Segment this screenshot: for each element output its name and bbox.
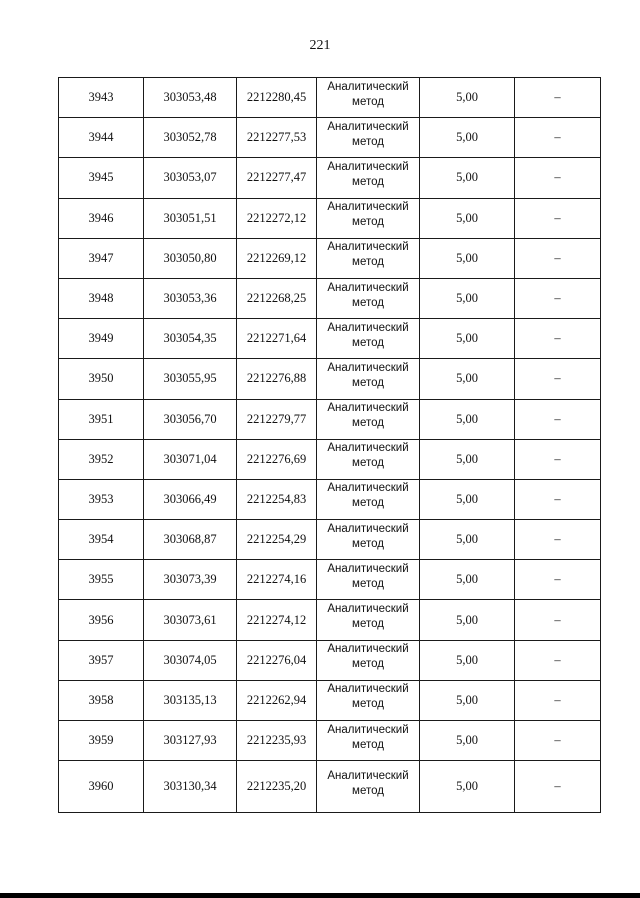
y-coordinate-cell: 2212277,53 — [237, 118, 317, 158]
scan-edge — [0, 893, 640, 898]
method-line-1: Аналитический — [327, 683, 409, 696]
method-cell — [317, 680, 420, 720]
y-coordinate-cell: 2212276,69 — [237, 439, 317, 479]
page-number: 221 — [309, 38, 331, 53]
x-coordinate-cell: 303055,95 — [144, 359, 237, 399]
table-row — [59, 319, 601, 359]
note-cell: – — [515, 78, 601, 118]
method-cell — [317, 78, 420, 118]
accuracy-cell: 5,00 — [420, 761, 515, 813]
method-line-1: Аналитический — [327, 201, 409, 214]
method-line-2: метод — [352, 658, 384, 671]
note-cell: – — [515, 359, 601, 399]
method-cell — [317, 479, 420, 519]
method-cell — [317, 278, 420, 318]
note-cell: – — [515, 680, 601, 720]
x-coordinate-cell: 303073,39 — [144, 560, 237, 600]
table-row — [59, 118, 601, 158]
accuracy-cell: 5,00 — [420, 359, 515, 399]
x-coordinate-cell: 303127,93 — [144, 721, 237, 761]
point-number-cell: 3959 — [59, 721, 144, 761]
method-line-2: метод — [352, 457, 384, 470]
note-cell: – — [515, 399, 601, 439]
method-line-2: метод — [352, 698, 384, 711]
method-line-1: Аналитический — [327, 482, 409, 495]
note-cell: – — [515, 721, 601, 761]
note-cell: – — [515, 198, 601, 238]
table-row — [59, 399, 601, 439]
note-cell: – — [515, 118, 601, 158]
table-row — [59, 158, 601, 198]
point-number-cell: 3952 — [59, 439, 144, 479]
method-line-2: метод — [352, 784, 384, 797]
table-row — [59, 278, 601, 318]
method-line-2: метод — [352, 296, 384, 309]
method-line-2: метод — [352, 95, 384, 108]
note-cell: – — [515, 158, 601, 198]
method-cell — [317, 319, 420, 359]
method-line-1: Аналитический — [327, 562, 409, 575]
y-coordinate-cell: 2212235,93 — [237, 721, 317, 761]
x-coordinate-cell: 303130,34 — [144, 761, 237, 813]
point-number-cell: 3943 — [59, 78, 144, 118]
table-row — [59, 640, 601, 680]
point-number-cell: 3956 — [59, 600, 144, 640]
accuracy-cell: 5,00 — [420, 479, 515, 519]
x-coordinate-cell: 303051,51 — [144, 198, 237, 238]
method-line-1: Аналитический — [327, 361, 409, 374]
method-cell — [317, 198, 420, 238]
note-cell: – — [515, 278, 601, 318]
accuracy-cell: 5,00 — [420, 560, 515, 600]
x-coordinate-cell: 303053,07 — [144, 158, 237, 198]
x-coordinate-cell: 303056,70 — [144, 399, 237, 439]
table-row — [59, 439, 601, 479]
method-cell — [317, 399, 420, 439]
accuracy-cell: 5,00 — [420, 680, 515, 720]
method-cell — [317, 761, 420, 813]
method-line-2: метод — [352, 497, 384, 510]
y-coordinate-cell: 2212274,16 — [237, 560, 317, 600]
x-coordinate-cell: 303053,48 — [144, 78, 237, 118]
method-cell — [317, 640, 420, 680]
accuracy-cell: 5,00 — [420, 158, 515, 198]
y-coordinate-cell: 2212280,45 — [237, 78, 317, 118]
y-coordinate-cell: 2212268,25 — [237, 278, 317, 318]
x-coordinate-cell: 303073,61 — [144, 600, 237, 640]
note-cell: – — [515, 600, 601, 640]
point-number-cell: 3951 — [59, 399, 144, 439]
x-coordinate-cell: 303052,78 — [144, 118, 237, 158]
note-cell: – — [515, 439, 601, 479]
x-coordinate-cell: 303054,35 — [144, 319, 237, 359]
method-line-1: Аналитический — [327, 321, 409, 334]
x-coordinate-cell: 303068,87 — [144, 520, 237, 560]
coordinates-table — [58, 77, 601, 813]
y-coordinate-cell: 2212279,77 — [237, 399, 317, 439]
method-cell — [317, 600, 420, 640]
accuracy-cell: 5,00 — [420, 278, 515, 318]
note-cell: – — [515, 761, 601, 813]
accuracy-cell: 5,00 — [420, 118, 515, 158]
method-line-2: метод — [352, 618, 384, 631]
table-row — [59, 560, 601, 600]
method-line-1: Аналитический — [327, 522, 409, 535]
accuracy-cell: 5,00 — [420, 399, 515, 439]
accuracy-cell: 5,00 — [420, 439, 515, 479]
x-coordinate-cell: 303071,04 — [144, 439, 237, 479]
x-coordinate-cell: 303066,49 — [144, 479, 237, 519]
y-coordinate-cell: 2212269,12 — [237, 238, 317, 278]
accuracy-cell: 5,00 — [420, 640, 515, 680]
y-coordinate-cell: 2212235,20 — [237, 761, 317, 813]
table-row — [59, 761, 601, 813]
accuracy-cell: 5,00 — [420, 78, 515, 118]
y-coordinate-cell: 2212262,94 — [237, 680, 317, 720]
point-number-cell: 3958 — [59, 680, 144, 720]
point-number-cell: 3954 — [59, 520, 144, 560]
point-number-cell: 3950 — [59, 359, 144, 399]
method-line-1: Аналитический — [327, 643, 409, 656]
table-row — [59, 359, 601, 399]
note-cell: – — [515, 319, 601, 359]
table-row — [59, 721, 601, 761]
method-line-2: метод — [352, 417, 384, 430]
table-body — [59, 78, 601, 813]
method-line-2: метод — [352, 336, 384, 349]
point-number-cell: 3953 — [59, 479, 144, 519]
table-row — [59, 479, 601, 519]
method-cell — [317, 359, 420, 399]
table-row — [59, 78, 601, 118]
note-cell: – — [515, 640, 601, 680]
method-line-1: Аналитический — [327, 160, 409, 173]
x-coordinate-cell: 303135,13 — [144, 680, 237, 720]
table-row — [59, 520, 601, 560]
point-number-cell: 3960 — [59, 761, 144, 813]
y-coordinate-cell: 2212276,04 — [237, 640, 317, 680]
y-coordinate-cell: 2212254,83 — [237, 479, 317, 519]
accuracy-cell: 5,00 — [420, 319, 515, 359]
note-cell: – — [515, 479, 601, 519]
point-number-cell: 3955 — [59, 560, 144, 600]
method-line-2: метод — [352, 738, 384, 751]
method-cell — [317, 238, 420, 278]
table-row — [59, 198, 601, 238]
note-cell: – — [515, 238, 601, 278]
method-cell — [317, 439, 420, 479]
y-coordinate-cell: 2212277,47 — [237, 158, 317, 198]
note-cell: – — [515, 560, 601, 600]
method-line-1: Аналитический — [327, 241, 409, 254]
method-line-1: Аналитический — [327, 603, 409, 616]
method-line-2: метод — [352, 376, 384, 389]
note-cell: – — [515, 520, 601, 560]
method-line-2: метод — [352, 256, 384, 269]
y-coordinate-cell: 2212272,12 — [237, 198, 317, 238]
method-line-2: метод — [352, 577, 384, 590]
y-coordinate-cell: 2212274,12 — [237, 600, 317, 640]
point-number-cell: 3957 — [59, 640, 144, 680]
x-coordinate-cell: 303074,05 — [144, 640, 237, 680]
table-row — [59, 238, 601, 278]
method-line-1: Аналитический — [327, 120, 409, 133]
accuracy-cell: 5,00 — [420, 198, 515, 238]
method-line-2: метод — [352, 216, 384, 229]
y-coordinate-cell: 2212254,29 — [237, 520, 317, 560]
x-coordinate-cell: 303053,36 — [144, 278, 237, 318]
x-coordinate-cell: 303050,80 — [144, 238, 237, 278]
method-line-1: Аналитический — [327, 723, 409, 736]
method-line-1: Аналитический — [327, 442, 409, 455]
method-cell — [317, 520, 420, 560]
method-line-1: Аналитический — [327, 281, 409, 294]
point-number-cell: 3944 — [59, 118, 144, 158]
method-line-1: Аналитический — [327, 80, 409, 93]
method-line-1: Аналитический — [327, 769, 409, 782]
method-line-2: метод — [352, 135, 384, 148]
method-line-1: Аналитический — [327, 402, 409, 415]
point-number-cell: 3949 — [59, 319, 144, 359]
method-cell — [317, 721, 420, 761]
y-coordinate-cell: 2212276,88 — [237, 359, 317, 399]
table-row — [59, 600, 601, 640]
point-number-cell: 3948 — [59, 278, 144, 318]
accuracy-cell: 5,00 — [420, 721, 515, 761]
method-cell — [317, 118, 420, 158]
point-number-cell: 3945 — [59, 158, 144, 198]
accuracy-cell: 5,00 — [420, 600, 515, 640]
table-row — [59, 680, 601, 720]
method-cell — [317, 560, 420, 600]
point-number-cell: 3946 — [59, 198, 144, 238]
method-line-2: метод — [352, 537, 384, 550]
method-cell — [317, 158, 420, 198]
accuracy-cell: 5,00 — [420, 520, 515, 560]
method-line-2: метод — [352, 175, 384, 188]
accuracy-cell: 5,00 — [420, 238, 515, 278]
point-number-cell: 3947 — [59, 238, 144, 278]
y-coordinate-cell: 2212271,64 — [237, 319, 317, 359]
